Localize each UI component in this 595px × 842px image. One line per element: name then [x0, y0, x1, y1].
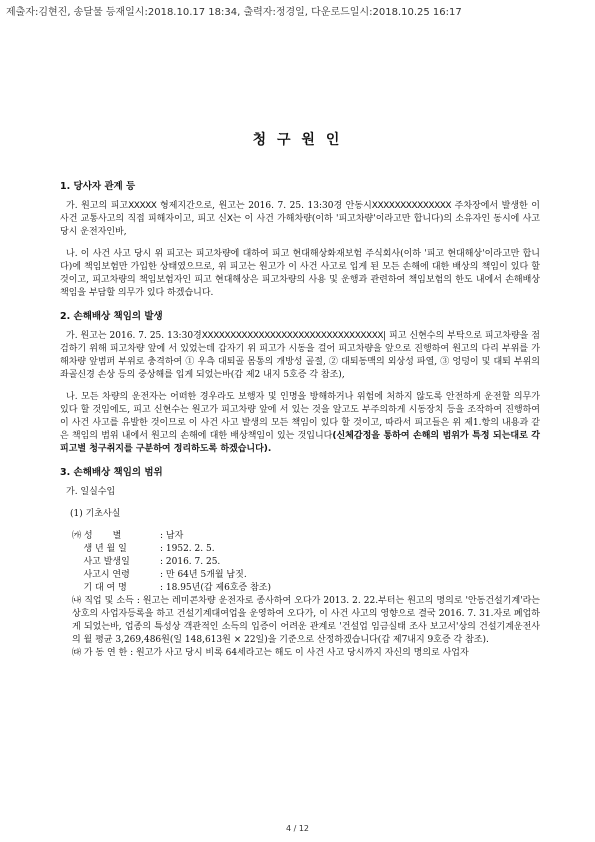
- section-liability: [60, 310, 540, 456]
- subheading-basic-facts: (1) 기초사실: [70, 509, 121, 519]
- redacted-text: XXXXXXXXXXXXXX: [371, 201, 452, 211]
- fact-row: [72, 556, 540, 569]
- fact-row: [72, 569, 540, 582]
- fact-value: : 18.95년(갑 제6호증 참조): [160, 583, 271, 593]
- text: 는 이 사건 가해차량(이하 '피고차량'이라고만 합니다)의 소유자인 동시에 사고 당시 운전자인바,: [60, 214, 541, 237]
- paragraph-insurance: 나. 이 사건 사고 당시 위 피고는 피고차량에 대하여 피고 현대해상화재보험 주식회사(이하 '피고 현대해상'이라고만 합니다)에 책임보험만 가입한 상태였으므로, 위 피고는 원고가 이 사건 사고로 입게 된 모든 손해에 대한 배상의 책임이 있다 할 것이고, 피고차량의 책임보험자인 피고 현대해상은 피고차량의 사용 및 운행과 관련하여 책임보험의 한도 내에서 손해배상책임을 부담할 의무가 있다 하겠습니다.: [60, 249, 540, 298]
- section-heading: 1. 당사자 관계 등: [60, 181, 136, 192]
- paragraph-duty: [60, 391, 540, 456]
- fact-label: 생 년 월 일: [72, 544, 127, 554]
- fact-value: : 남자: [160, 531, 184, 541]
- section-scope: [60, 466, 540, 660]
- fact-row: [72, 582, 540, 595]
- text: 나. 모든 차량의 운전자는 어떠한 경우라도 보행자 및 인명을 방해하거나 위험에 처하지 않도록 안전하게 운전할 의무가 있다 할 것임에도, 피고 신현수는 원고가 피고차량 앞에 서 있는 것을 알고도 부주의하게 시동장치 등을 조작하여 진행하여 이 사건 사고를 유발한 것이므로 이 사건 사고 발생의 모든 책임이 있다 할 것이고, 따라서 피고들은 위 제1.항의 내용과 같은 책임의 범위 내에서 원고의 손해에 대한 배상책임이 있는 것입니다: [60, 392, 540, 441]
- document-header: 제출자:김현진, 송달물 등재일시:2018.10.17 18:34, 출력자:정경일, 다운로드일시:2018.10.25 16:17: [6, 7, 462, 18]
- fact-value: : 1952. 2. 5.: [160, 544, 215, 554]
- redacted-text: XXXXXXXXXXXXXXXXXXXXXXXXXXXXXXXX: [201, 331, 384, 341]
- subheading-lost-income: 가. 일실수입: [66, 487, 116, 497]
- section-heading: 3. 손해배상 책임의 범위: [60, 467, 163, 478]
- fact-row: [72, 543, 540, 556]
- redacted-text: X: [226, 214, 233, 224]
- text: 형제지간으로, 원고는 2016. 7. 25. 13:30경 안동시: [156, 201, 372, 211]
- page-number: 4 / 12: [285, 824, 310, 833]
- paragraph-occupation-income: ㈏ 직업 및 소득 : 원고는 레미콘차량 운전자로 종사하여 오다가 2013. 2. 22.부터는 원고의 명의로 '안동건설기계'라는 상호의 사업자등록을 하고 건설기계대여업을 운영하여 오다가, 이 사건 사고의 영향으로 결국 2016. 7. 31.자로 폐업하게 되었는바, 업종의 특성상 객관적인 소득의 입증이 어려운 관계로 '건설업 임금실태 조사 보고서'상의 건설기계운전사의 월 평균 3,269,486원(일 148,613원 × 22일)을 기준으로 산정하겠습니다(갑 제7내지 9호증 각 참조).: [72, 596, 540, 645]
- text: | 피고 신현수의 부탁으로 피고차량을 점검하기 위해 피고차량 앞에 서 있었는데 갑자기 위 피고가 시동을 걸어 피고차량을 앞으로 진행하여 원고의 다리 부위를 가해차량 앞범퍼 부위로 충격하여 ① 우측 대퇴골 몸통의 개방성 골절, ② 대퇴동맥의 외상성 파열, ③ 엉덩이 및 대퇴 부위의 좌골신경 손상 등의 중상해를 입게 되었는바(갑 제2 내지 5호증 각 참조),: [60, 331, 540, 380]
- fact-value: : 2016. 7. 25.: [160, 557, 221, 567]
- text: 가. 원고는 2016. 7. 25. 13:30경: [66, 331, 202, 341]
- page-title: 청 구 원 인: [252, 132, 343, 148]
- document-body: [60, 180, 540, 670]
- fact-value: : 만 64년 5개월 남짓.: [160, 570, 247, 580]
- section-parties: [60, 180, 540, 300]
- fact-label: 기 대 여 명: [72, 583, 127, 593]
- fact-label: 사고 발생일: [72, 557, 130, 567]
- text: 주차장에서 발생한 이 사건 교통사고의 직접 피해자이고, 피고 신: [60, 201, 540, 224]
- redacted-text: XXXXX: [128, 201, 157, 211]
- paragraph-parties-relation: [60, 200, 540, 239]
- text: 가. 원고의 피고: [66, 201, 129, 211]
- facts-list: [72, 530, 540, 660]
- fact-row: [72, 530, 540, 543]
- emphasized-text: (신체감정을 통하여 손해의 범위가 특정 되는대로 각 피고별 청구취지를 구분하여 정리하도록 하겠습니다).: [60, 431, 540, 454]
- section-heading: 2. 손해배상 책임의 발생: [60, 311, 163, 322]
- paragraph-working-age: ㈐ 가 동 연 한 : 원고가 사고 당시 비록 64세라고는 해도 이 사건 사고 당시까지 자신의 명의로 사업자: [72, 648, 469, 658]
- paragraph-accident: [60, 330, 540, 382]
- fact-label: ㈎ 성 별: [72, 531, 122, 541]
- fact-label: 사고시 연령: [72, 570, 130, 580]
